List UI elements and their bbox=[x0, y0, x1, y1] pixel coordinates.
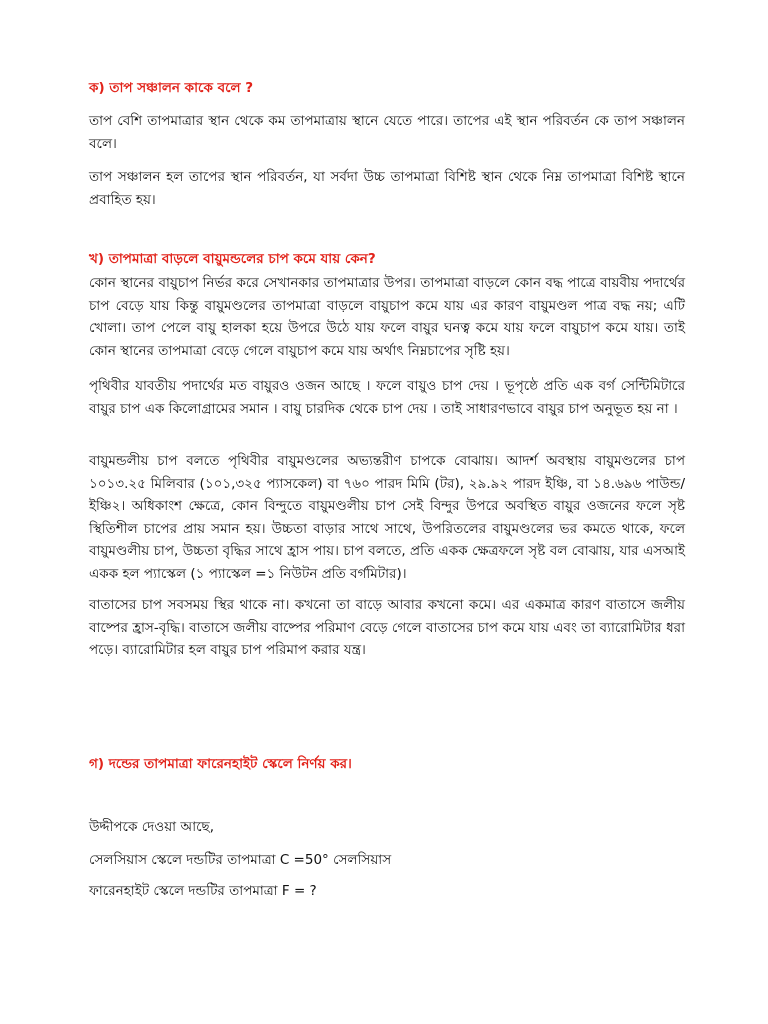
question-kha-paragraph-3: বায়ুমন্ডলীয় চাপ বলতে পৃথিবীর বায়ুমণ্ডলের অভ্যন্তরীণ চাপকে বোঝায়। আদর্শ অবস্থায় বায়ুমণ্ডলের চাপ ১০১৩.২৫ মিলিবার (১০১,৩২৫ প্যাসকেল) বা ৭৬০ পারদ মিমি (টর), ২৯.৯২ পারদ ইঞ্চি, বা ১৪.৬৯৬ পাউন্ড/ইঞ্চি২। অধিকাংশ ক্ষেত্রে, কোন বিন্দুতে বায়ুমণ্ডলীয় চাপ সেই বিন্দুর উপরে অবস্থিত বায়ুর ওজনের ফলে সৃষ্ট স্থিতিশীল চাপের প্রায় সমান হয়। উচ্চতা বাড়ার সাথে সাথে, উপরিতলের বায়ুমণ্ডলের ভর কমতে থাকে, ফলে বায়ুমণ্ডলীয় চাপ, উচ্চতা বৃদ্ধির সাথে হ্রাস পায়। চাপ বলতে, প্রতি একক ক্ষেত্রফলে সৃষ্ট বল বোঝায়, যার এসআই একক হল প্যাস্কেল (১ প্যাস্কেল =১ নিউটন প্রতি বর্গমিটার)। bbox=[89, 453, 685, 582]
question-kha-heading: খ) তাপমাত্রা বাড়লে বায়ুমন্ডলের চাপ কমে যায় কেন? bbox=[89, 251, 376, 267]
question-kha-paragraph-1: কোন স্থানের বায়ুচাপ নির্ভর করে সেখানকার তাপমাত্রার উপর। তাপমাত্রা বাড়লে কোন বদ্ধ পাত্রে বায়বীয় পদার্থের চাপ বেড়ে যায় কিন্তু বায়ুমণ্ডলের তাপমাত্রা বাড়লে বায়ুচাপ কমে যায় এর কারণ বায়ুমণ্ডল পাত্র বদ্ধ নয়; এটি খোলা। তাপ পেলে বায়ু হালকা হয়ে উপরে উঠে যায় ফলে বায়ুর ঘনত্ব কমে যায় ফলে বায়ুচাপ কমে যায়। তাই কোন স্থানের তাপমাত্রা বেড়ে গেলে বায়ুচাপ কমে যায় অর্থাৎ নিম্নচাপের সৃষ্টি হয়। bbox=[89, 275, 685, 359]
question-ka-heading: ক) তাপ সঞ্চালন কাকে বলে ? bbox=[89, 80, 254, 96]
question-ga-fahrenheit-line: ফারেনহাইট স্কেলে দন্ডটির তাপমাত্রা F = ? bbox=[89, 883, 317, 899]
question-ga-heading: গ) দন্ডের তাপমাত্রা ফারেনহাইট স্কেলে নির্ণয় কর। bbox=[89, 756, 352, 772]
question-ka-paragraph-1: তাপ বেশি তাপমাত্রার স্থান থেকে কম তাপমাত্রায় স্থানে যেতে পারে। তাপের এই স্থান পরিবর্তন কে তাপ সঞ্চালন বলে। bbox=[89, 113, 685, 152]
question-ga-celsius-line: সেলসিয়াস স্কেলে দন্ডটির তাপমাত্রা C =50° সেলসিয়াস bbox=[89, 852, 392, 868]
question-ga-given-line: উদ্দীপকে দেওয়া আছে, bbox=[89, 819, 214, 835]
question-kha-paragraph-2: পৃথিবীর যাবতীয় পদার্থের মত বায়ুরও ওজন আছে । ফলে বায়ুও চাপ দেয় । ভূপৃষ্ঠে প্রতি এক বর্গ সেন্টিমিটারে বায়ুর চাপ এক কিলোগ্রামের সমান । বায়ু চারদিক থেকে চাপ দেয় । তাই সাধারণভাবে বায়ুর চাপ অনুভূত হয় না । bbox=[89, 378, 685, 417]
question-ka-paragraph-2: তাপ সঞ্চালন হল তাপের স্থান পরিবর্তন, যা সর্বদা উচ্চ তাপমাত্রা বিশিষ্ট স্থান থেকে নিম্ন তাপমাত্রা বিশিষ্ট স্থানে প্রবাহিত হয়। bbox=[89, 169, 685, 208]
question-kha-paragraph-4: বাতাসের চাপ সবসময় স্থির থাকে না। কখনো তা বাড়ে আবার কখনো কমে। এর একমাত্র কারণ বাতাসে জলীয় বাষ্পের হ্রাস-বৃদ্ধি। বাতাসে জলীয় বাষ্পের পরিমাণ বেড়ে গেলে বাতাসের চাপ কমে যায় এবং তা ব্যারোমিটার ধরা পড়ে। ব্যারোমিটার হল বায়ুর চাপ পরিমাপ করার যন্ত্র। bbox=[89, 597, 685, 658]
